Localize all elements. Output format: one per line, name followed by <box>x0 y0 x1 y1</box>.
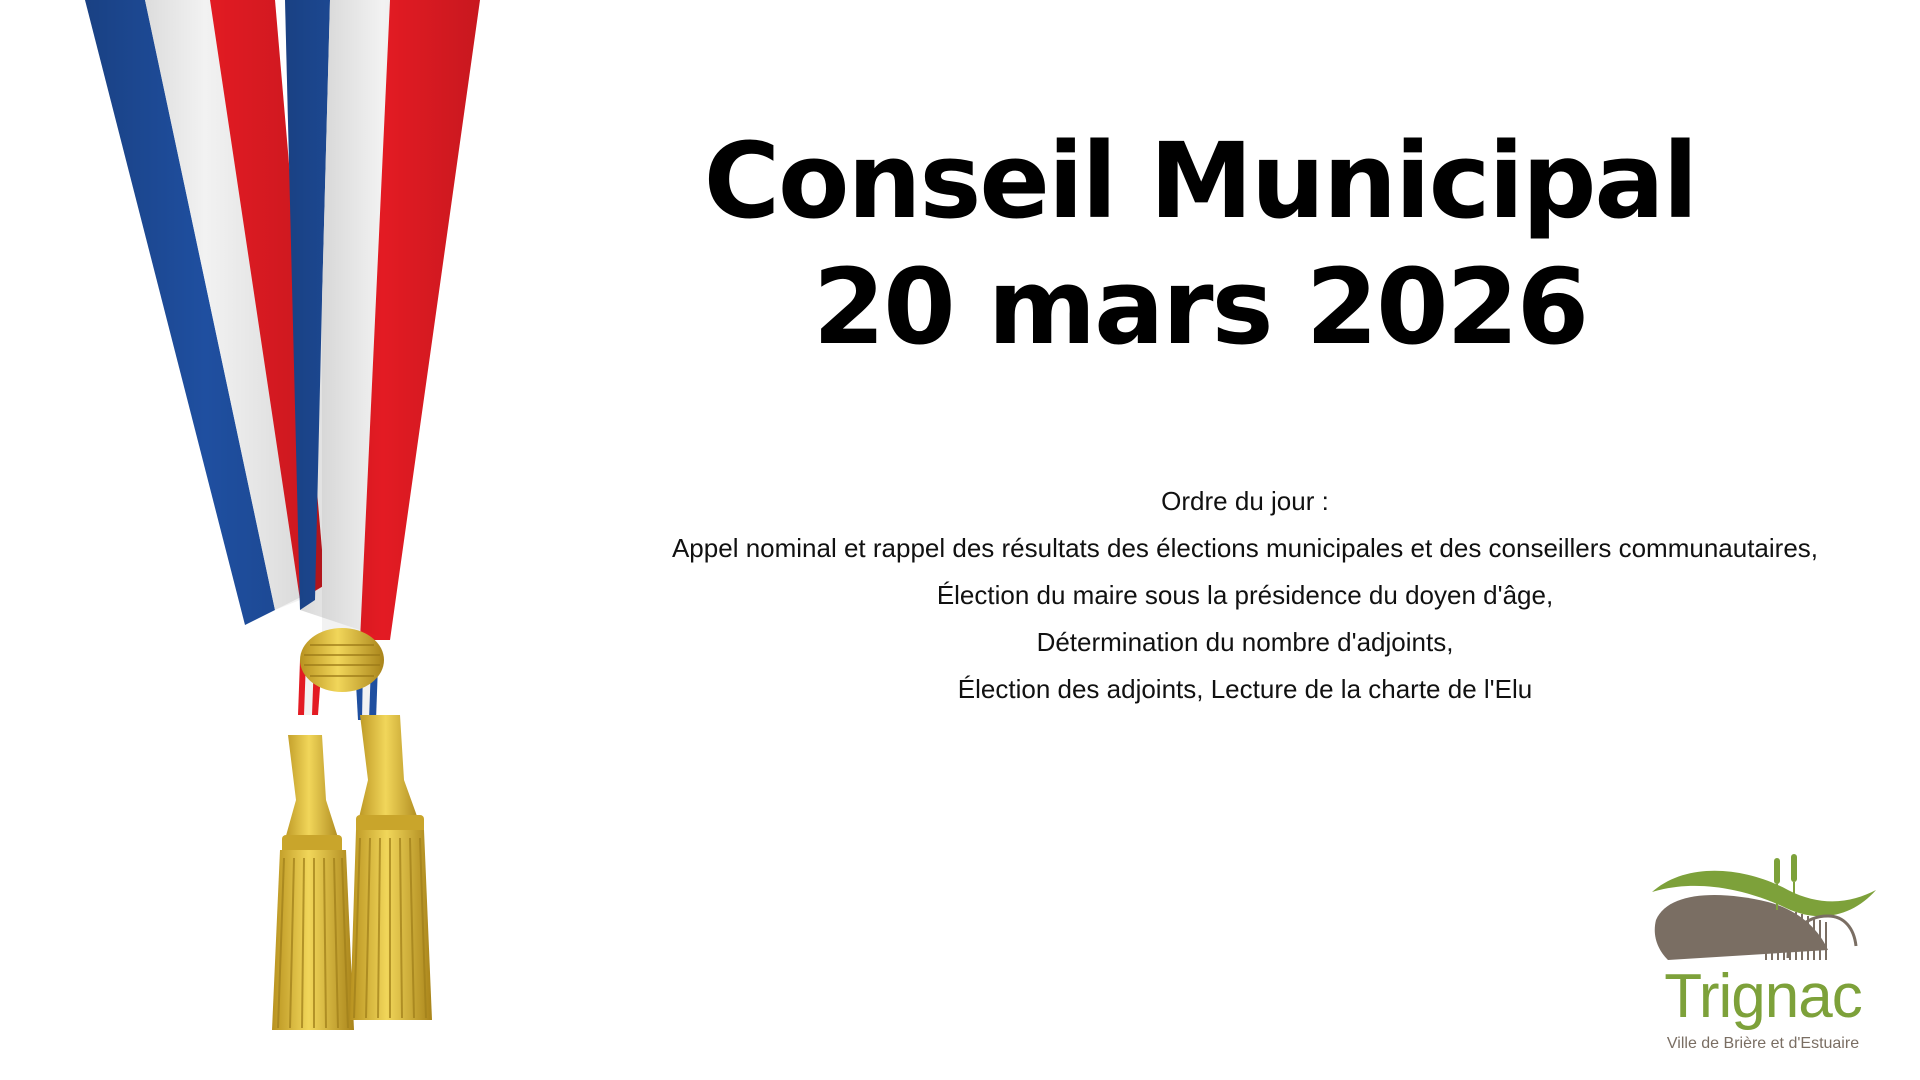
agenda-item: Détermination du nombre d'adjoints, <box>1036 627 1454 657</box>
title-line-date: 20 mars 2026 <box>812 246 1588 368</box>
trignac-logo <box>1648 850 1878 1060</box>
agenda-item: Appel nominal et rappel des résultats des élections municipales et des conseillers communautaires, <box>671 533 1819 563</box>
logo-name: Trignac <box>1664 962 1862 1031</box>
agenda-item: Élection du maire sous la présidence du doyen d'âge, <box>936 580 1554 610</box>
left-tassel <box>272 735 354 1030</box>
trignac-logo-mark-icon <box>1648 850 1878 970</box>
logo-tagline: Ville de Brière et d'Estuaire <box>1666 1035 1860 1052</box>
agenda-item: Élection des adjoints, Lecture de la charte de l'Elu <box>957 674 1533 704</box>
slide-title <box>640 118 1760 370</box>
title-line-council: Conseil Municipal <box>703 120 1697 242</box>
sash-right-band <box>285 0 480 640</box>
agenda <box>620 478 1870 713</box>
agenda-heading: Ordre du jour : <box>1161 486 1329 516</box>
tricolor-sash-image <box>60 0 520 1080</box>
right-tassel <box>350 715 432 1020</box>
